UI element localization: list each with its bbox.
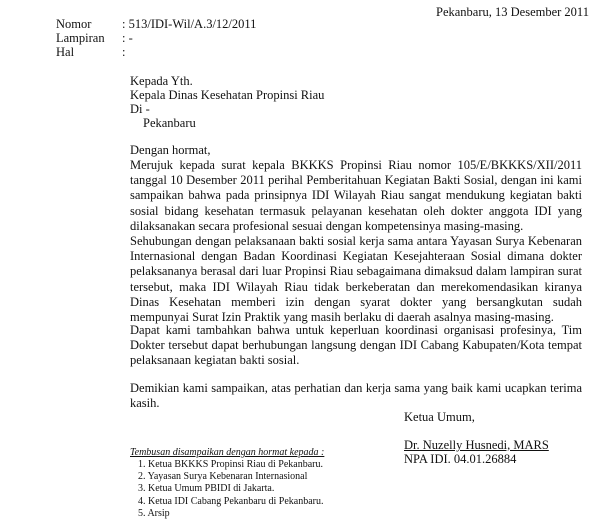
nomor-label: Nomor	[56, 17, 92, 31]
cc-item: 5. Arsip	[138, 507, 170, 519]
cc-item: 4. Ketua IDI Cabang Pekanbaru di Pekanbaru.	[138, 495, 324, 507]
body-paragraph-4: Demikian kami sampaikan, atas perhatian dan kerja sama yang baik kami ucapkan terima kasih.	[130, 381, 582, 411]
addressee-title: Kepala Dinas Kesehatan Propinsi Riau	[130, 88, 325, 102]
addressee-greeting: Kepada Yth.	[130, 74, 193, 88]
cc-item: 2. Yayasan Surya Kebenaran Internasional	[138, 471, 308, 483]
addressee-city: Pekanbaru	[143, 116, 196, 130]
hal-value: :	[122, 45, 126, 59]
nomor-value: : 513/IDI-Wil/A.3/12/2011	[122, 17, 257, 31]
lampiran-label: Lampiran	[56, 31, 105, 45]
cc-item: 3. Ketua Umum PBIDI di Jakarta.	[138, 483, 275, 495]
signature-npa: NPA IDI. 04.01.26884	[404, 452, 517, 466]
hal-label: Hal	[56, 45, 75, 59]
lampiran-value: : -	[122, 31, 133, 45]
cc-item: 1. Ketua BKKKS Propinsi Riau di Pekanbaru.	[138, 459, 323, 470]
salutation: Dengan hormat,	[130, 143, 211, 157]
letter-date: Pekanbaru, 13 Desember 2011	[436, 5, 589, 19]
body-paragraph-2: Sehubungan dengan pelaksanaan bakti sosial kerja sama antara Yayasan Surya Kebenaran Internasional dengan Badan Koordinasi Kegiatan Kesejahteraan Sosial dimana dokter pelaksananya berasal dari luar Propinsi Riau sebagaimana dimaksud dalam lampiran surat tersebut, maka IDI Wilayah Riau tidak berkeberatan dan merekomendasikan kiranya Dinas Kesehatan memberi izin dengan syarat dokter yang bersangkutan sudah mempunyai Surat Izin Praktik yang masih berlaku di daerah asalnya masing-masing.	[130, 234, 582, 325]
cc-heading: Tembusan disampaikan dengan hormat kepada :	[130, 447, 325, 458]
signature-role: Ketua Umum,	[404, 410, 475, 424]
cc-list	[138, 459, 324, 520]
body-paragraph-3: Dapat kami tambahkan bahwa untuk keperluan koordinasi organisasi profesinya, Tim Dokter tersebut dapat berhubungan langsung dengan IDI Cabang Kabupaten/Kota tempat pelaksanaan kegiatan bakti sosial.	[130, 323, 582, 368]
body-paragraph-1: Merujuk kepada surat kepala BKKKS Propinsi Riau nomor 105/E/BKKKS/XII/2011 tanggal 10 Desember 2011 perihal Pemberitahuan Kegiatan Bakti Sosial, dengan ini kami sampaikan bahwa pada prinsipnya IDI Wilayah Riau sangat mendukung kegiatan bakti sosial bidang kesehatan termasuk pelayanan kesehatan oleh dokter anggota IDI yang dilaksanakan secara profesional sesuai dengan kompetensinya masing-masing.	[130, 158, 582, 233]
signature-name: Dr. Nuzelly Husnedi, MARS	[404, 438, 549, 452]
addressee-di: Di -	[130, 102, 150, 116]
